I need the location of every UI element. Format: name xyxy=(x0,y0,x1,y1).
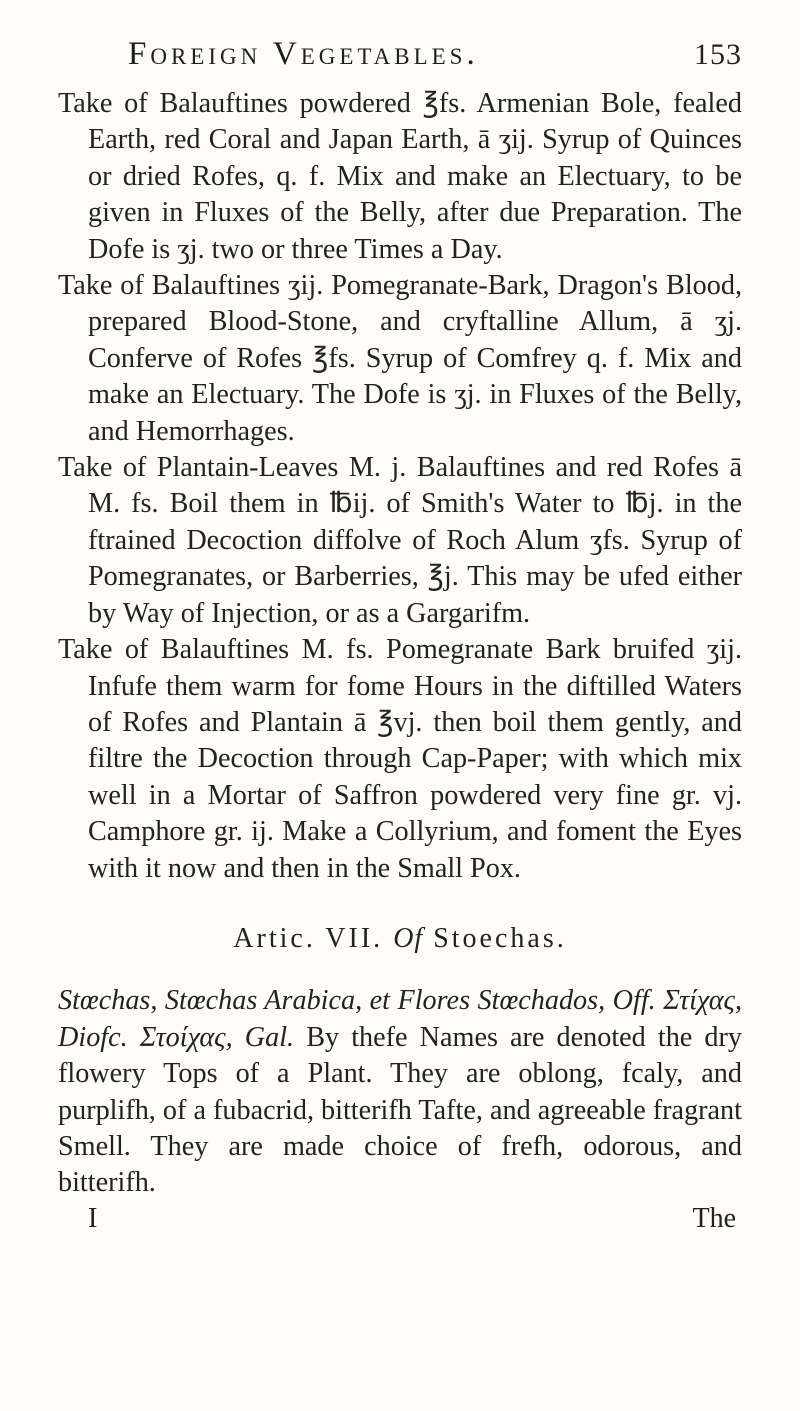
stoechas-paragraph xyxy=(58,983,742,1201)
article-name: Stoechas. xyxy=(433,922,567,954)
page-header xyxy=(128,36,742,80)
running-head: Foreign Vegetables. xyxy=(128,36,479,72)
recipe-paragraph-3: Take of Plantain-Leaves M. j. Balauftines and red Rofes ā M. fs. Boil them in ℔ij. of Smith's Water to ℔j. in the ftrained Decoction diffolve of Roch Alum ʒfs. Syrup of Pomegranates, or Barberries, ℥j. This may be ufed either by Way of Injection, or as a Gargarifm. xyxy=(58,452,742,629)
recipe-paragraph-1: Take of Balauftines powdered ℥fs. Armenian Bole, fealed Earth, red Coral and Japan Earth, ā ʒij. Syrup of Quinces or dried Rofes, q. f. Mix and make an Electuary, to be given in Fluxes of the Belly, after due Preparation. The Dofe is ʒj. two or three Times a Day. xyxy=(58,88,742,265)
recipe-paragraph-4: Take of Balauftines M. fs. Pomegranate Bark bruifed ʒij. Infufe them warm for fome Hours in the diftilled Waters of Rofes and Plantain ā ℥vj. then boil them gently, and filtre the Decoction through Cap-Paper; with which mix well in a Mortar of Saffron powdered very fine gr. vj. Camphore gr. ij. Make a Collyrium, and foment the Eyes with it now and then in the Small Pox. xyxy=(58,634,742,884)
page-footer xyxy=(58,1202,742,1236)
stoechas-description: By thefe Names are denoted the dry flowery Tops of a Plant. They are oblong, fcaly, and purplifh, of a fubacrid, bitterifh Tafte, and agreeable fragrant Smell. They are made choice of frefh, odorous, and bitterifh. xyxy=(58,1021,743,1199)
recipe-paragraph-2: Take of Balauftines ʒij. Pomegranate-Bark, Dragon's Blood, prepared Blood-Stone, and cryftalline Allum, ā ʒj. Conferve of Rofes ℥fs. Syrup of Comfrey q. f. Mix and make an Electuary. The Dofe is ʒj. in Fluxes of the Belly, and Hemorrhages. xyxy=(58,270,742,447)
body-text xyxy=(58,86,742,1236)
article-of: Of xyxy=(393,922,424,954)
article-number: Artic. VII. xyxy=(233,922,384,954)
signature-mark: I xyxy=(88,1202,98,1234)
section-title xyxy=(58,921,742,957)
catchword: The xyxy=(692,1202,736,1234)
stoechas-names: Stœchas, Stœchas Arabica, et Flores Stœchados, Off. Στίχας, Diofc. Στοίχας, Gal. xyxy=(58,985,742,1053)
page-number: 153 xyxy=(694,38,742,71)
